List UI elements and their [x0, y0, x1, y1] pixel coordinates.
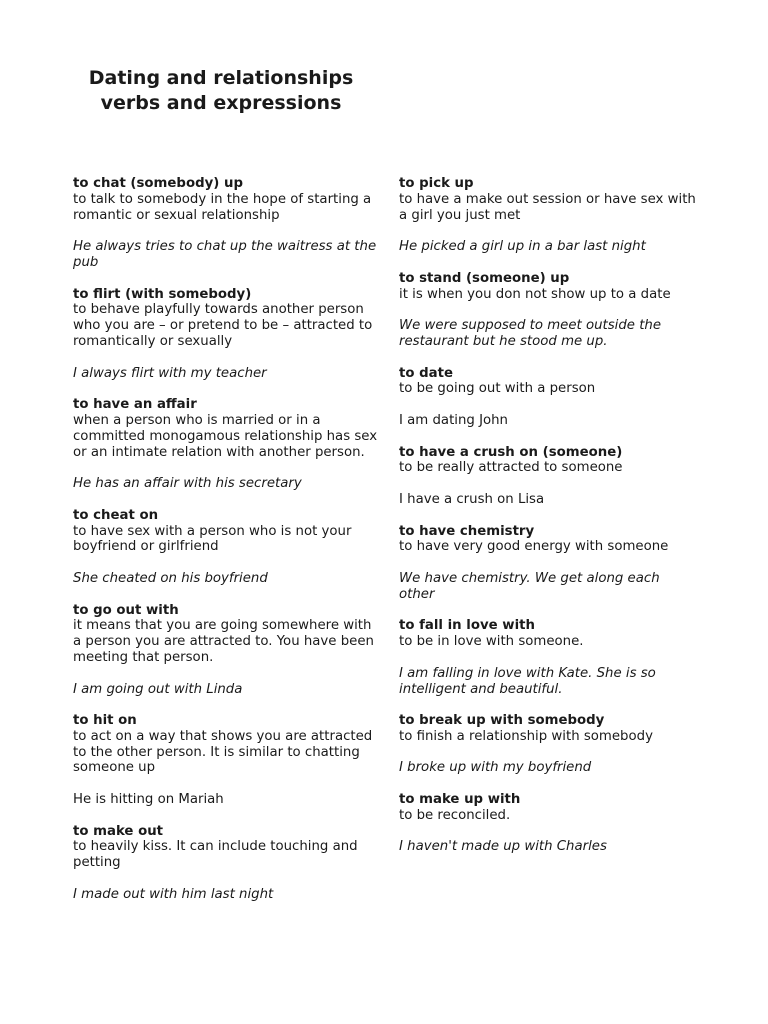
vocab-definition: to have very good energy with someone — [399, 539, 669, 555]
vocab-definition: to be in love with someone. — [399, 634, 584, 650]
vocab-example: He has an affair with his secretary — [73, 476, 302, 492]
vocab-entry — [399, 271, 699, 350]
vocab-example: He always tries to chat up the waitress at the pub — [73, 239, 377, 270]
vocab-example: I made out with him last night — [73, 886, 274, 902]
vocab-definition: it is when you don not show up to a date — [399, 286, 671, 302]
vocab-example: I broke up with my boyfriend — [399, 760, 592, 776]
vocab-entry — [399, 445, 699, 508]
vocab-example: He is hitting on Mariah — [73, 792, 224, 808]
vocab-definition: to have a make out session or have sex with a girl you just met — [399, 191, 696, 223]
vocab-term: to have chemistry — [399, 523, 535, 539]
vocab-term: to break up with somebody — [399, 713, 605, 729]
page-title-line-2: verbs and expressions — [100, 92, 342, 114]
vocab-term: to date — [399, 365, 453, 381]
right-column — [399, 176, 699, 871]
vocab-definition: to behave playfully towards another person who you are – or pretend to be – attracted to romantically or sexually — [73, 302, 373, 349]
vocab-example: She cheated on his boyfriend — [73, 570, 268, 586]
vocab-term: to have a crush on (someone) — [399, 444, 623, 460]
vocab-entry — [73, 603, 378, 698]
vocab-term: to flirt (with somebody) — [73, 286, 252, 302]
vocab-entry — [399, 792, 699, 855]
vocab-definition: to heavily kiss. It can include touching and petting — [73, 839, 358, 871]
vocab-entry — [73, 508, 378, 587]
vocab-definition: it means that you are going somewhere with a person you are attracted to. You have been meeting that person. — [73, 618, 374, 665]
vocab-definition: to have sex with a person who is not your boyfriend or girlfriend — [73, 523, 352, 555]
vocab-definition: when a person who is married or in a committed monogamous relationship has sex or an intimate relation with another person. — [73, 412, 378, 460]
vocab-example: I have a crush on Lisa — [399, 491, 545, 507]
vocab-entry — [399, 176, 699, 255]
vocab-example: I haven't made up with Charles — [399, 839, 607, 855]
vocab-term: to pick up — [399, 176, 474, 191]
vocab-example: We have chemistry. We get along each other — [399, 570, 660, 602]
vocab-term: to cheat on — [73, 507, 159, 523]
vocab-term: to have an affair — [73, 397, 197, 413]
vocab-entry — [73, 287, 378, 382]
vocab-entry — [399, 713, 699, 776]
vocab-example: I am going out with Linda — [73, 681, 243, 697]
vocab-example: I am dating John — [399, 412, 508, 428]
vocab-entry — [399, 618, 699, 697]
vocab-definition: to finish a relationship with somebody — [399, 728, 653, 744]
vocab-entry — [73, 713, 378, 808]
vocab-term: to make out — [73, 823, 164, 839]
vocab-example: I always flirt with my teacher — [73, 365, 267, 381]
vocab-term: to fall in love with — [399, 618, 535, 634]
vocab-term: to stand (someone) up — [399, 270, 570, 286]
page-title-line-1: Dating and relationships — [88, 67, 354, 89]
vocab-example: We were supposed to meet outside the restaurant but he stood me up. — [399, 318, 662, 349]
vocab-entry — [73, 397, 378, 492]
vocab-example: He picked a girl up in a bar last night — [399, 239, 646, 255]
vocab-entry — [73, 824, 378, 903]
vocab-term: to go out with — [73, 602, 179, 618]
vocab-definition: to be going out with a person — [399, 381, 596, 397]
vocab-entry — [73, 176, 378, 271]
vocab-definition: to talk to somebody in the hope of starting a romantic or sexual relationship — [73, 191, 372, 223]
vocab-definition: to be reconciled. — [399, 807, 511, 823]
page-title — [40, 66, 402, 116]
vocab-entry — [399, 524, 699, 603]
vocab-definition: to be really attracted to someone — [399, 460, 623, 476]
left-column — [73, 176, 378, 918]
vocab-entry — [399, 366, 699, 429]
vocab-example: I am falling in love with Kate. She is so intelligent and beautiful. — [399, 665, 656, 697]
vocab-term: to hit on — [73, 713, 137, 729]
vocab-term: to chat (somebody) up — [73, 176, 243, 191]
vocab-definition: to act on a way that shows you are attracted to the other person. It is similar to chatting someone up — [73, 728, 373, 776]
vocab-term: to make up with — [399, 792, 521, 808]
